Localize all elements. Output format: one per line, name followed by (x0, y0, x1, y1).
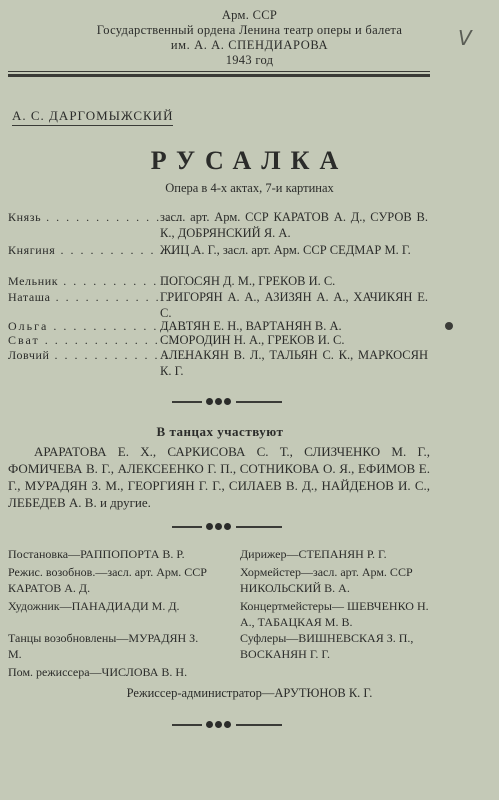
opera-subtitle: Опера в 4-х актах, 7-и картинах (165, 181, 334, 195)
role-name: Князь (8, 210, 42, 224)
role-performers: СМОРОДИН Н. А., ГРЕКОВ И. С. (160, 333, 345, 347)
credit-designer: Художник—ПАНАДИАДИ М. Д. (8, 599, 180, 613)
credit-conductor: Дирижер—СТЕПАНЯН Р. Г. (240, 547, 387, 561)
role-label: Сват . . . . . . . . . . . . . . (8, 333, 180, 347)
header-theatre: Государственный ордена Ленина театр оперы и балета (96, 23, 403, 37)
role-performers: ГРИГОРЯН А. А., АЗИЗЯН А. А., ХАЧИКЯН Е. С. (160, 290, 428, 320)
credit-assistant-director: Пом. режиссера—ЧИСЛОВА В. Н. (8, 665, 188, 679)
credit-revival-director: Режис. возобнов.—засл. арт. Арм. ССР КАРАТОВ А. Д. (8, 565, 207, 595)
role-label: Ловчий . . . . . . . . . . . . . . (8, 348, 190, 362)
ornament-divider (172, 719, 282, 731)
role-name: Ловчий (8, 348, 50, 362)
role-performers: ДАВТЯН Е. Н., ВАРТАНЯН В. А. (160, 319, 342, 333)
role-performers: ЖИЦ А. Г., засл. арт. Арм. ССР СЕДМАР М. Г. (160, 243, 411, 257)
role-name: Княгиня (8, 243, 56, 257)
header-named-after: им. А. А. СПЕНДИАРОВА (170, 38, 329, 52)
role-performers: АЛЕНАКЯН В. Л., ТАЛЬЯН С. К., МАРКОСЯН К. Г. (160, 348, 428, 378)
dancers-list: АРАРАТОВА Е. Х., САРКИСОВА С. Т., СЛИЗЧЕНКО М. Г., ФОМИЧЕВА В. Г., АЛЕКСЕЕНКО Г. П., СОТНИКОВА О. Я., ЕФИМОВ Е. Г., МУРАДЯН З. М., ГЕОРГИЯН Г. Г., СИЛАЕВ В. Д., НАЙДЕНОВ И. С., ЛЕБЕДЕВ А. В. и другие. (8, 444, 430, 510)
role-label: Наташа . . . . . . . . . . . . . . (8, 290, 191, 304)
role-label: Ольга . . . . . . . . . . . . . . (8, 319, 189, 333)
role-name: Мельник (8, 274, 59, 288)
composer-name: А. С. ДАРГОМЫЖСКИЙ (12, 108, 173, 126)
role-name: Наташа (8, 290, 51, 304)
dance-heading: В танцах участвуют (156, 424, 284, 439)
credit-staging: Постановка—РАППОПОРТА В. Р. (8, 547, 185, 561)
credit-accompanists: Концертмейстеры— ШЕВЧЕНКО Н. А., ТАБАЦКАЯ М. В. (240, 599, 429, 629)
role-label: Мельник . . . . . . . . . . . . . . (8, 274, 199, 288)
header-republic: Арм. ССР (221, 8, 278, 22)
ornament-divider (172, 396, 282, 408)
ornament-divider (172, 521, 282, 533)
role-performers: ПОГОСЯН Д. М., ГРЕКОВ И. С. (160, 274, 336, 288)
paper-hole-mark (445, 322, 453, 330)
credit-chorus-master: Хормейстер—засл. арт. Арм. ССР НИКОЛЬСКИЙ В. А. (240, 565, 413, 595)
credit-administrator: Режиссер-администратор—АРУТЮНОВ К. Г. (126, 686, 373, 700)
opera-title: РУСАЛКА (150, 146, 349, 175)
role-name: Ольга (8, 319, 49, 333)
handwritten-check-mark: V (458, 26, 472, 50)
header-rule-thick (8, 74, 430, 77)
role-label: Князь . . . . . . . . . . . . . . (8, 210, 182, 224)
role-name: Сват (8, 333, 40, 347)
header-year: 1943 год (225, 53, 274, 67)
credit-dances: Танцы возобновлены—МУРАДЯН З. М. (8, 631, 199, 661)
credit-prompters: Суфлеры—ВИШНЕВСКАЯ З. П., ВОСКАНЯН Г. Г. (240, 631, 414, 661)
header-rule-thin (8, 71, 430, 72)
role-label: Княгиня . . . . . . . . . . . . . . (8, 243, 196, 257)
role-performers: засл. арт. Арм. ССР КАРАТОВ А. Д., СУРОВ В. К., ДОБРЯНСКИЙ Я. А. (160, 210, 428, 240)
